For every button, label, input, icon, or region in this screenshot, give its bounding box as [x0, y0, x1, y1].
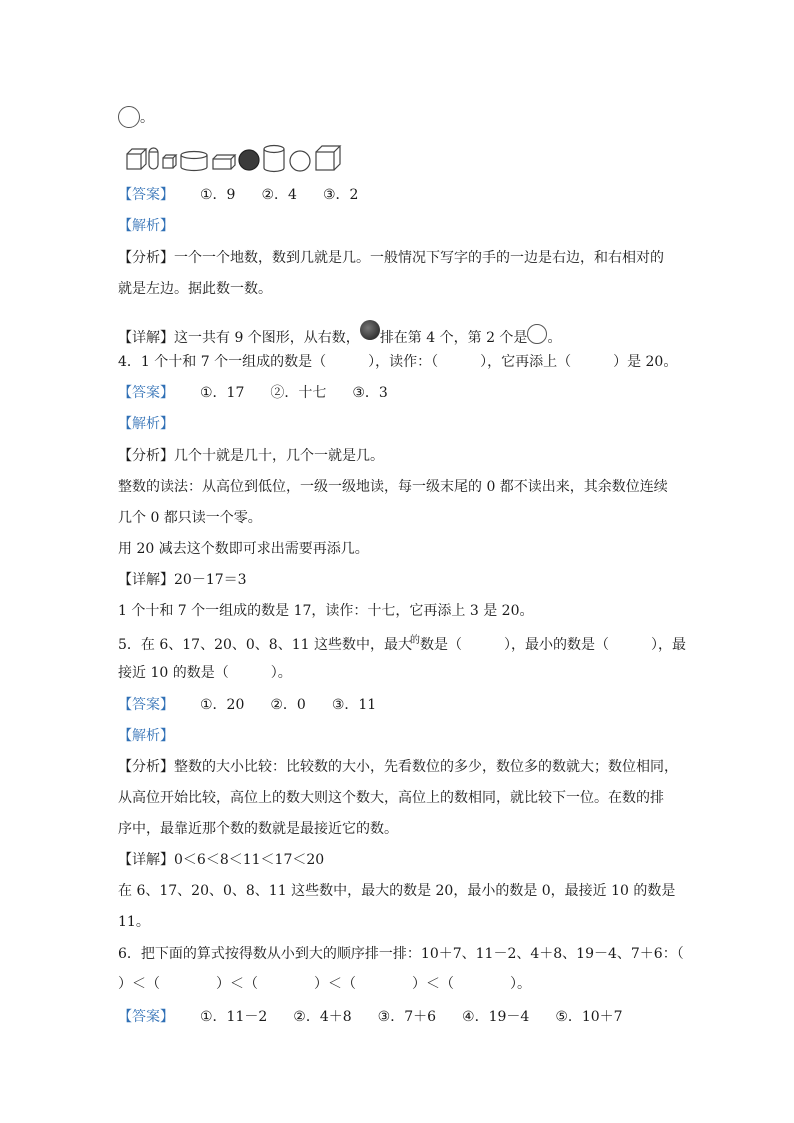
- q5-jiexi: 【解析】: [118, 728, 174, 744]
- q3-xiangjie: [118, 320, 688, 348]
- answer-option: ②．4: [261, 187, 297, 203]
- answer-option: ③．11: [331, 697, 377, 713]
- q4-answer-line: [118, 383, 688, 403]
- q5-answer-line: [118, 695, 688, 715]
- q3-jiexi: 【解析】: [118, 218, 174, 234]
- answer-option: ①．20: [200, 697, 245, 713]
- answer-option: ②．4＋8: [293, 1009, 352, 1025]
- q6-question-1: 6．把下面的算式按得数从小到大的顺序排一排：10＋7、11－2、4＋8、19－4、7＋6：（: [118, 946, 684, 962]
- q4-conclusion: 1 个十和 7 个一组成的数是 17，读作：十七，它再添上 3 是 20。: [118, 603, 534, 619]
- xiangjie-text: 排在第 4 个，第 2 个是: [379, 330, 528, 346]
- q4-rule-3: 用 20 减去这个数即可求出需要再添几。: [118, 541, 369, 557]
- circle-icon: [527, 324, 547, 344]
- q4-xiangjie: 【详解】20－17＝3: [118, 572, 247, 588]
- q6-question-2: ）＜（ ）＜（ ）＜（ ）＜（ ）。: [118, 976, 531, 992]
- cylinder-tall-icon: [264, 146, 284, 172]
- q3-fenxi-2: 就是左边。据此数一数。: [118, 281, 272, 297]
- circle-icon: [290, 151, 310, 171]
- shapes-illustration: [118, 142, 348, 174]
- q5-xiangjie: 【详解】0＜6＜8＜11＜17＜20: [118, 852, 325, 868]
- answer-option: ⑤．10＋7: [555, 1009, 623, 1025]
- q5-conclusion-1: 在 6、17、20、0、8、11 这些数中，最大的数是 20，最小的数是 0，最接近 10 的数是: [118, 883, 676, 899]
- q5-conclusion-2: 11。: [118, 914, 150, 930]
- answer-option: ③．2: [322, 187, 359, 203]
- answer-option: ①．9: [200, 187, 236, 203]
- cube-icon: [316, 146, 340, 170]
- answer-label: 【答案】: [118, 1009, 174, 1025]
- question-superscript: 的: [409, 635, 420, 646]
- answer-option: ①．11－2: [200, 1009, 268, 1025]
- q3-fenxi-1: 【分析】一个一个地数，数到几就是几。一般情况下写字的手的一边是右边，和右相对的: [118, 250, 664, 266]
- cuboid-flat-icon: [213, 155, 235, 169]
- q4-rule-1: 整数的读法：从高位到低位，一级一级地读，每一级末尾的 0 都不读出来，其余数位连续: [118, 479, 668, 495]
- q6-answer-line: [118, 1007, 688, 1027]
- q5-fenxi-2: 从高位开始比较，高位上的数大则这个数大，高位上的数相同，就比较下一位。在数的排: [118, 790, 664, 806]
- answer-label: 【答案】: [118, 187, 174, 203]
- answer-label: 【答案】: [118, 697, 174, 713]
- q4-jiexi: 【解析】: [118, 416, 174, 432]
- q5-question-1: [118, 635, 688, 657]
- answer-option: ③．7＋6: [377, 1009, 437, 1025]
- sphere-filled-icon: [239, 150, 259, 170]
- xiangjie-text: 【详解】这一共有 9 个图形，从右数，: [118, 330, 360, 346]
- circle-icon: [118, 106, 140, 128]
- answer-option: ③．3: [352, 385, 388, 401]
- q3-answer-line: [118, 185, 688, 205]
- answer-option: ④．19－4: [462, 1009, 530, 1025]
- sphere-filled-icon: [360, 320, 380, 340]
- cylinder-flat-icon: [181, 152, 207, 171]
- question-text: 数是（ ），最小的数是（ ），最: [419, 637, 686, 653]
- q4-rule-2: 几个 0 都只读一个零。: [118, 510, 262, 526]
- cuboid-icon: [127, 149, 146, 169]
- top-circle-line: [118, 106, 688, 128]
- answer-option: ①．17: [200, 385, 245, 401]
- q5-question-2: 接近 10 的数是（ ）。: [118, 665, 292, 681]
- q5-fenxi-1: 【分析】整数的大小比较：比较数的大小，先看数位的多少，数位多的数就大；数位相同，: [118, 759, 678, 775]
- shapes-row: [118, 142, 688, 174]
- q5-fenxi-3: 序中，最靠近那个数的数就是最接近它的数。: [118, 821, 398, 837]
- cylinder-small-icon: [149, 148, 158, 169]
- answer-option: ②．0: [270, 697, 306, 713]
- cube-small-icon: [163, 155, 176, 168]
- q4-question: 4．1 个十和 7 个一组成的数是（ ），读作：（ ），它再添上（ ）是 20。: [118, 354, 678, 370]
- answer-label: 【答案】: [118, 385, 174, 401]
- period-text: 。: [140, 110, 154, 126]
- q4-fenxi: 【分析】几个十就是几十，几个一就是几。: [118, 448, 384, 464]
- answer-option: ②．十七: [270, 385, 327, 401]
- xiangjie-text: 。: [547, 330, 562, 346]
- question-text: 5．在 6、17、20、0、8、11 这些数中，最大: [118, 637, 412, 653]
